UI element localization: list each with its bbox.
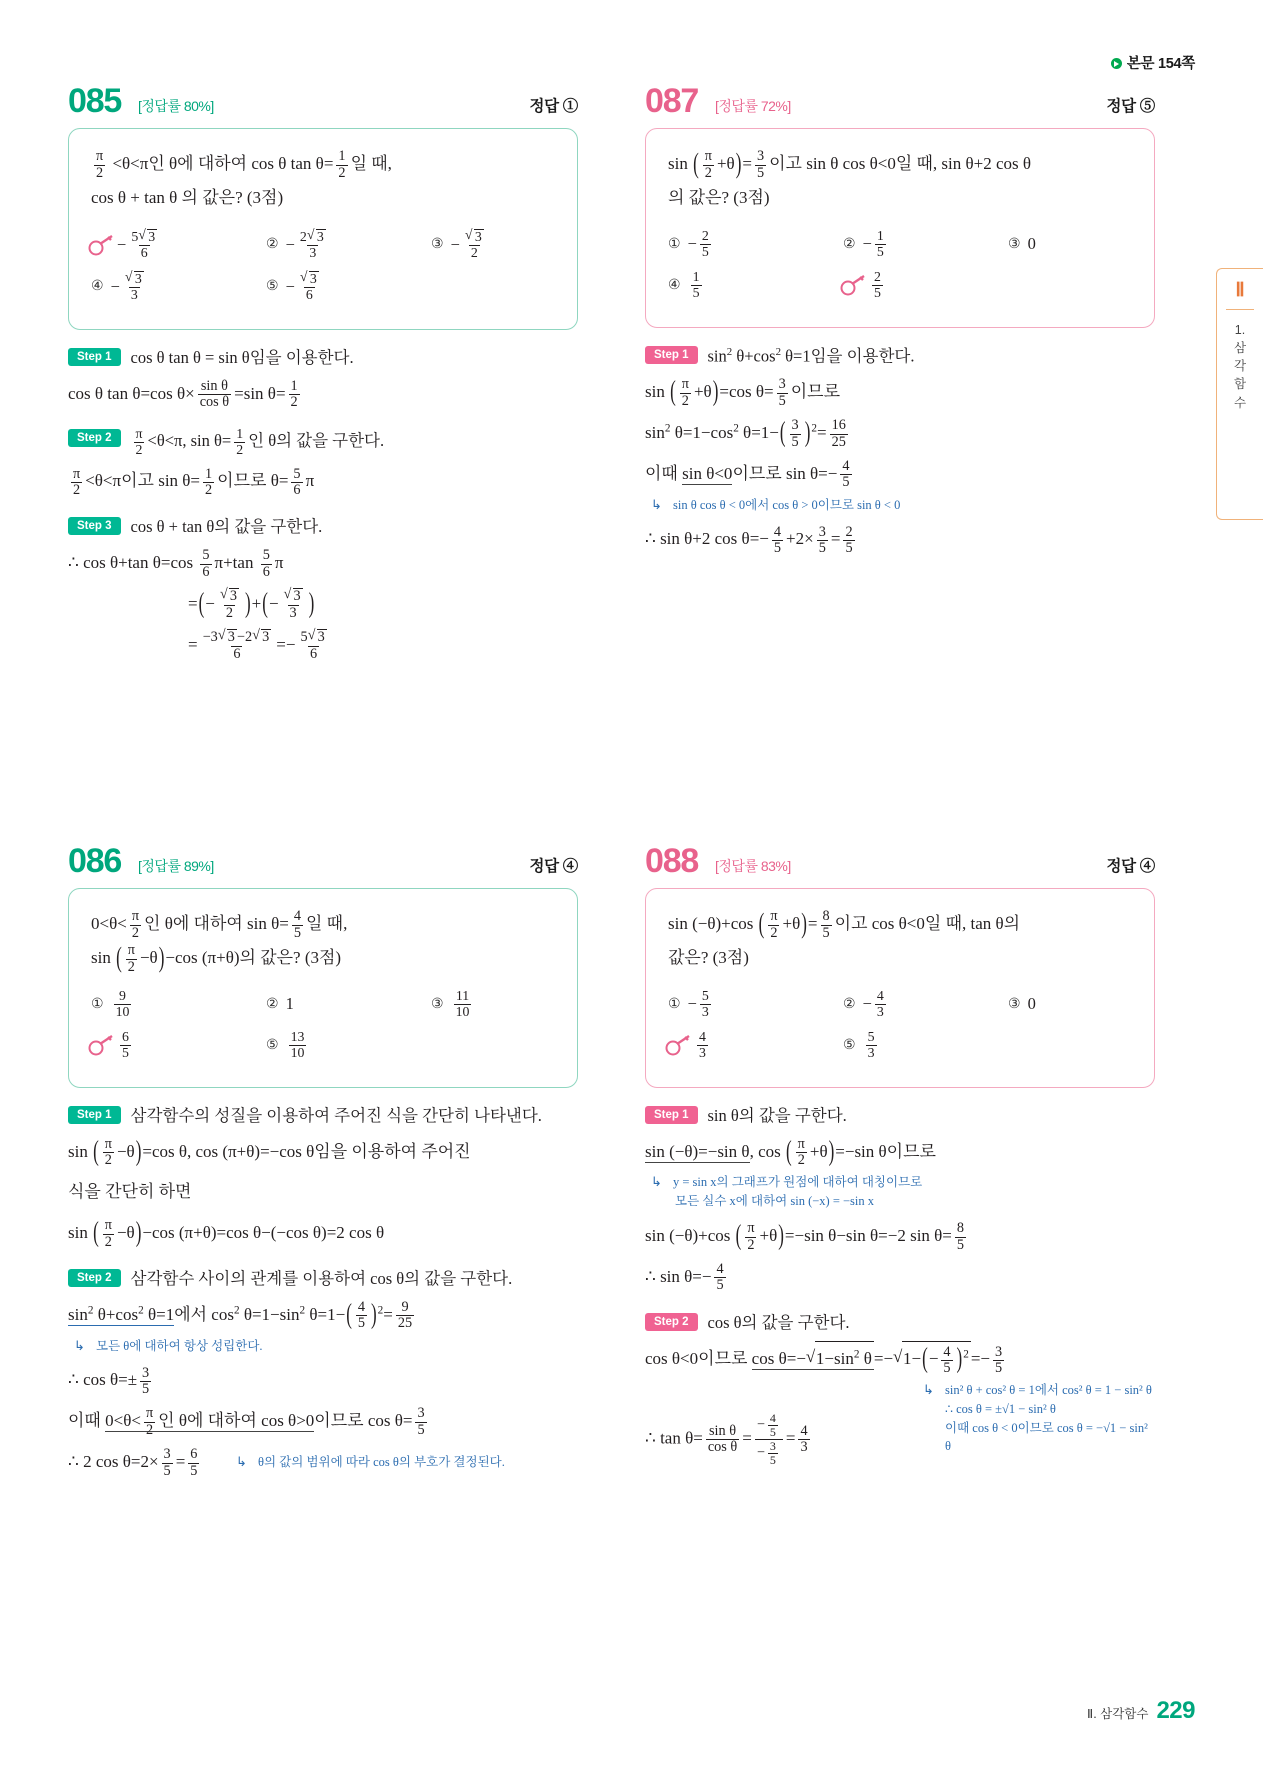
step-tag: Step 1: [645, 1106, 698, 1124]
choice-row: [668, 270, 1132, 301]
choice-4[interactable]: $\frac{6}{5}$: [91, 1030, 266, 1061]
question-stem: sin ( $\frac{\pi}{2}$ +θ)= $\frac{3}{5}$ 이고 sin θ cos θ<0일 때, sin θ+2 cos θ: [668, 147, 1032, 181]
solution-line: 식을 간단히 하면: [68, 1182, 192, 1202]
choice-5[interactable]: ⑤ $\frac{13}{10}$: [266, 1028, 305, 1060]
side-tab-divider: [1226, 309, 1254, 310]
choice-list: [668, 989, 1132, 1061]
solution-line: =(− √ $\frac{3}{2}$ )+(− √ $\frac{3}{3}$ ): [188, 587, 578, 622]
choice-5[interactable]: ⑤ $\frac{5}{3}$: [843, 1028, 875, 1060]
chapter-side-tab: [1216, 268, 1263, 520]
choice-row: [668, 229, 1132, 260]
step-text: cos θ의 값을 구한다.: [707, 1312, 850, 1332]
problem-number: 087: [645, 82, 699, 120]
correct-key-icon: [668, 1037, 690, 1053]
question-stem: 0<θ< $\frac{\pi}{2}$ 인 θ에 대하여 sin θ= $\frac{4}{5}$ 일 때,: [91, 908, 348, 941]
solution-line: $\frac{\pi}{2}$ <θ<π이고 sin θ= $\frac{1}{2}$ 이므로 θ= $\frac{5}{6}$ π: [73, 465, 315, 498]
choice-3[interactable]: ③ $\frac{11}{10}$: [431, 988, 470, 1019]
question-box: [68, 888, 578, 1088]
step-tag: Step 1: [68, 348, 121, 366]
choice-1[interactable]: ① − $\frac{5}{3}$: [668, 988, 709, 1019]
problem-088: [645, 842, 1155, 1473]
solution-line: sin ( $\frac{\pi}{2}$ +θ)=cos θ= $\frac{3}{5}$ 이므로: [645, 374, 841, 409]
answer-label: 정답 ⑤: [1106, 98, 1155, 115]
choice-5[interactable]: ⑤ − √ $\frac{3}{6}$: [266, 271, 431, 303]
problem-header: [68, 842, 578, 888]
correct-key-icon: [91, 237, 113, 253]
solution-line: ∴ 2 cos θ=2× $\frac{3}{5}$ = $\frac{6}{5}$ ↳ θ의 값의 범위에 따라 cos θ의 부호가 결정된다.: [68, 1446, 505, 1479]
question-box: [645, 128, 1155, 328]
step-line: [68, 515, 578, 540]
answer-label: 정답 ④: [529, 858, 578, 875]
step-tag: Step 2: [645, 1313, 698, 1331]
choice-2[interactable]: ② − $\frac{2 √ 3}{3}$: [266, 229, 431, 261]
question-box: [68, 128, 578, 330]
step-text: cos θ + tan θ의 값을 구한다.: [130, 517, 323, 537]
question-stem-2: 값은? (3점): [668, 948, 749, 968]
choice-row: [91, 271, 555, 303]
problem-header: [645, 842, 1155, 888]
choice-list: [91, 229, 555, 303]
step-line: [68, 1267, 578, 1292]
solution-line: sin (−θ)=−sin θ, cos ( $\frac{\pi}{2}$ +θ)=−sin θ이므로: [645, 1134, 936, 1169]
choice-row: [91, 1030, 555, 1061]
choice-3[interactable]: ③ − √ $\frac{3}{2}$: [431, 229, 489, 261]
step-tag: Step 2: [68, 1269, 121, 1287]
page-reference: [1111, 52, 1195, 73]
page-reference-label: 본문 154쪽: [1126, 56, 1195, 72]
choice-2[interactable]: ② 1: [266, 994, 294, 1014]
correct-rate: [정답률 80%]: [138, 98, 214, 114]
correct-rate: [정답률 72%]: [715, 98, 791, 114]
choice-5[interactable]: $\frac{2}{5}$: [843, 270, 1008, 301]
step-tag: Step 3: [68, 517, 121, 535]
choice-1[interactable]: ① $\frac{9}{10}$: [91, 988, 130, 1019]
solution-line: ∴ cos θ=± $\frac{3}{5}$: [68, 1364, 150, 1398]
problem-number: 086: [68, 842, 122, 880]
solution-line: sin ( $\frac{\pi}{2}$ −θ)−cos (π+θ)=cos θ−(−cos θ)=2 cos θ: [68, 1215, 385, 1250]
step-text: $\frac{\pi}{2}$ <θ<π, sin θ= $\frac{1}{2}$ 인 θ의 값을 구한다.: [135, 426, 385, 458]
step-text: $\sin^2 \theta+\cos^2$ θ=1임을 이용한다.: [707, 345, 915, 366]
question-stem: sin (−θ)+cos ( $\frac{\pi}{2}$ +θ)= $\frac{8}{5}$ 이고 cos θ<0일 때, tan θ의: [668, 907, 1021, 941]
solution-line: sin ( $\frac{\pi}{2}$ −θ)=cos θ, cos (π+θ)=−cos θ임을 이용하여 주어진: [68, 1134, 471, 1169]
solution-line: 이때 sin θ<0이므로 sin θ=− $\frac{4}{5}$: [645, 457, 850, 491]
solution-line: cos θ<0이므로 cos θ=− √ $1-\sin^2$ θ =− √ 1−(− $\frac{4}{5}$ )$^2$ =− $\frac{3}{5}$: [645, 1341, 1155, 1377]
choice-1[interactable]: ① − $\frac{2}{5}$: [668, 228, 709, 259]
annotation: ↳ sin² θ + cos² θ = 1에서 cos² θ = 1 − sin² θ ∴ cos θ = ±√1 − sin² θ 이때 cos θ < 0이므로 cos θ = −√1 − sin² θ: [923, 1382, 1152, 1454]
solution-line: ∴ sin θ+2 cos θ=− $\frac{4}{5}$ +2× $\frac{3}{5}$ = $\frac{2}{5}$: [645, 523, 853, 556]
solution-line: $\sin^2 \theta+\cos^2$ θ=1에서 $\cos^2 \theta=1-\sin^2$ θ=1−( $\frac{4}{5}$ )$^2$= $\frac{9}{25}$: [68, 1297, 413, 1332]
choice-row: [668, 1030, 1132, 1061]
question-stem-2: 의 값은? (3점): [668, 188, 770, 208]
problem-number: 088: [645, 842, 699, 880]
step-text: sin θ의 값을 구한다.: [707, 1105, 847, 1125]
page-number: 229: [1156, 1697, 1195, 1724]
choice-list: [91, 989, 555, 1061]
choice-2[interactable]: ② − $\frac{4}{3}$: [843, 988, 884, 1019]
step-line: [645, 1104, 1155, 1129]
question-stem: $\frac{\pi}{2}$ <θ<π인 θ에 대하여 cos θ tan θ= $\frac{1}{2}$ 일 때,: [96, 148, 392, 181]
question-stem-2: cos θ + tan θ 의 값은? (3점): [91, 188, 284, 208]
question-stem-2: sin ( $\frac{\pi}{2}$ −θ)−cos (π+θ)의 값은? (3점): [91, 941, 342, 975]
bullet-icon: [1111, 58, 1122, 69]
step-line: [68, 427, 578, 458]
correct-key-icon: [843, 277, 865, 293]
annotation: ↳ θ의 값의 범위에 따라 cos θ의 부호가 결정된다.: [236, 1454, 505, 1470]
choice-4[interactable]: $\frac{4}{3}$: [668, 1030, 843, 1061]
step-tag: Step 1: [68, 1106, 121, 1124]
choice-list: [668, 229, 1132, 301]
problem-085: [68, 82, 578, 668]
choice-4[interactable]: ④ − √ $\frac{3}{3}$: [91, 271, 266, 303]
footer-chapter: Ⅱ. 삼각함수: [1087, 1707, 1149, 1721]
answer-label: 정답 ①: [529, 98, 578, 115]
question-box: [645, 888, 1155, 1088]
choice-1[interactable]: − $\frac{5 √ 3}{6}$: [91, 229, 266, 261]
choice-3[interactable]: ③ 0: [1008, 234, 1036, 254]
solution-line: $\sin^2 \theta=1-\cos^2$ θ=1−( $\frac{3}{5}$ )$^2$= $\frac{16}{25}$: [645, 415, 846, 450]
correct-rate: [정답률 83%]: [715, 858, 791, 874]
step-text: cos θ tan θ = sin θ임을 이용한다.: [130, 347, 354, 367]
solution-line: ∴ cos θ+tan θ=cos $\frac{5}{6}$ π+tan $\frac{5}{6}$ π: [68, 547, 284, 580]
annotation: ↳ sin θ cos θ < 0에서 cos θ > 0이므로 sin θ < 0: [651, 496, 901, 512]
step-line: [68, 1104, 578, 1129]
choice-2[interactable]: ② − $\frac{1}{5}$: [843, 228, 884, 259]
solution-line: cos θ tan θ=cos θ× $\frac{\text{sin θ}}{\text{cos θ}}$ =sin θ= $\frac{1}{2}$: [68, 377, 298, 411]
solution-line: = $\frac{-3 √ 3 -2 √ 3}{6}$ =− $\frac{5 √ 3}{6}$: [188, 628, 578, 663]
problem-086: [68, 842, 578, 1486]
side-tab-label: 1. 삼 각 함 수: [1233, 323, 1247, 410]
annotation: ↳ y = sin x의 그래프가 원점에 대하여 대칭이므로 모든 실수 x에 대하여 sin (−x) = −sin x: [651, 1174, 923, 1209]
choice-row: [91, 989, 555, 1020]
problem-number: 085: [68, 82, 122, 120]
step-text: 삼각함수 사이의 관계를 이용하여 cos θ의 값을 구한다.: [130, 1269, 513, 1289]
solution-line: ∴ tan θ= $\frac{\text{sin θ}}{\text{cos θ}}$ = − $\frac{4}{5}$ − $\frac{3}{5}$ = $\frac{4}{3}$: [645, 1411, 808, 1468]
step-tag: Step 2: [68, 429, 121, 447]
problem-087: [645, 82, 1155, 563]
step-text: 삼각함수의 성질을 이용하여 주어진 식을 간단히 나타낸다.: [130, 1105, 542, 1125]
step-line: [645, 1311, 1155, 1336]
correct-rate: [정답률 89%]: [138, 858, 214, 874]
step-tag: Step 1: [645, 346, 698, 364]
correct-key-icon: [91, 1037, 113, 1053]
solution-line: sin (−θ)+cos ( $\frac{\pi}{2}$ +θ)=−sin θ−sin θ=−2 sin θ= $\frac{8}{5}$: [645, 1218, 965, 1253]
choice-row: [91, 229, 555, 261]
answer-label: 정답 ④: [1106, 858, 1155, 875]
choice-row: [668, 989, 1132, 1020]
solution-line: ∴ sin θ=− $\frac{4}{5}$: [645, 1260, 724, 1294]
solution-line: 이때 0<θ< $\frac{\pi}{2}$ 인 θ에 대하여 cos θ>0이므로 cos θ= $\frac{3}{5}$: [68, 1405, 425, 1438]
annotation: ↳ 모든 θ에 대하여 항상 성립한다.: [74, 1337, 263, 1353]
step-line: [645, 344, 1155, 369]
side-tab-roman: Ⅱ: [1235, 280, 1245, 301]
choice-4[interactable]: ④ $\frac{1}{5}$: [668, 268, 700, 300]
step-line: [68, 346, 578, 371]
page-footer: [1087, 1697, 1195, 1725]
problem-header: [645, 82, 1155, 128]
choice-3[interactable]: ③ 0: [1008, 994, 1036, 1014]
problem-header: [68, 82, 578, 128]
